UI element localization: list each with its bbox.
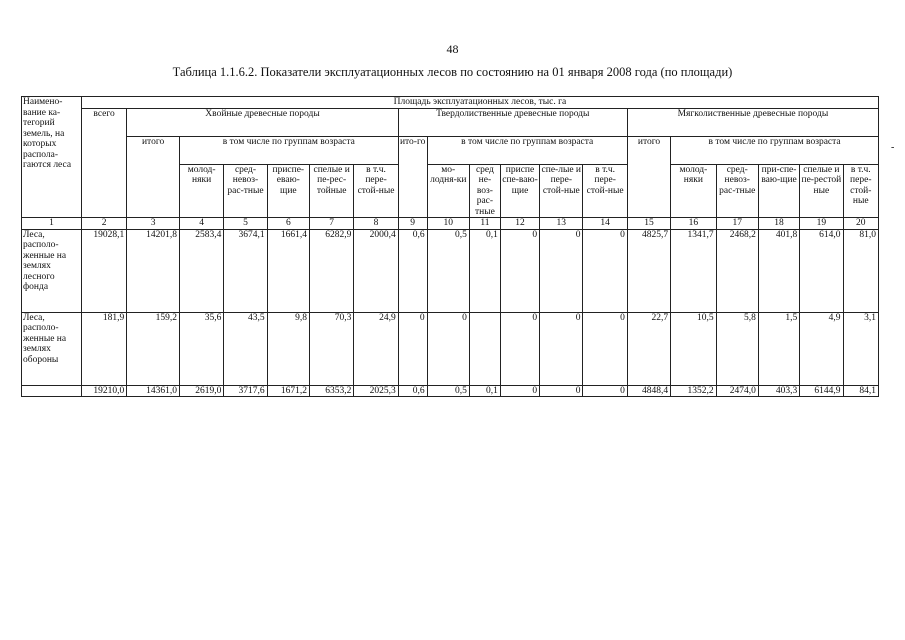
table-cell: 403,3 <box>758 385 799 397</box>
table-cell: 0,6 <box>398 385 427 397</box>
header-softwood-sub: при-спе-ваю-щие <box>758 164 799 218</box>
table-cell: 19210,0 <box>81 385 126 397</box>
column-number: 3 <box>127 218 180 230</box>
table-cell: 1341,7 <box>671 229 716 312</box>
header-conifer-group: Хвойные древесные породы <box>127 108 398 136</box>
table-cell: 0,5 <box>427 385 469 397</box>
header-conifer-age: в том числе по группам возраста <box>179 136 398 164</box>
table-cell: 19028,1 <box>81 229 126 312</box>
table-cell: 6282,9 <box>309 229 353 312</box>
table-cell: 0 <box>540 229 583 312</box>
header-hardwood-sub: спе-лые и пере-стой-ные <box>540 164 583 218</box>
table-title: Таблица 1.1.6.2. Показатели эксплуатационных лесов по состоянию на 01 января 2008 года (по площади) <box>172 65 733 79</box>
column-number: 8 <box>354 218 398 230</box>
header-conifer-itogo: итого <box>127 136 180 218</box>
forest-area-table <box>21 96 879 397</box>
row-label: Леса, располо-женные на землях обороны <box>22 312 82 385</box>
header-hardwood-itogo: ито-го <box>398 136 427 218</box>
table-cell: 0 <box>540 312 583 385</box>
table-cell: 2468,2 <box>716 229 758 312</box>
row-label: Леса, располо-женные на землях лесного фонда <box>22 229 82 312</box>
row-label <box>22 385 82 397</box>
header-hardwood-sub: приспе спе-ваю-щие <box>500 164 539 218</box>
table-cell: 0 <box>583 385 627 397</box>
margin-mark: - <box>891 142 895 153</box>
table-cell: 1352,2 <box>671 385 716 397</box>
table-cell: 614,0 <box>800 229 843 312</box>
column-number-row <box>22 218 879 230</box>
table-cell: 1671,2 <box>267 385 309 397</box>
table-cell: 22,7 <box>627 312 670 385</box>
table-cell: 70,3 <box>309 312 353 385</box>
table-cell: 0 <box>583 312 627 385</box>
column-number: 9 <box>398 218 427 230</box>
table-cell: 24,9 <box>354 312 398 385</box>
column-number: 20 <box>843 218 878 230</box>
table-cell: 0 <box>500 312 539 385</box>
table-cell: 159,2 <box>127 312 180 385</box>
column-number: 1 <box>22 218 82 230</box>
page-number: 48 <box>446 42 459 56</box>
table-cell: 6144,9 <box>800 385 843 397</box>
table-cell <box>469 312 500 385</box>
column-number: 16 <box>671 218 716 230</box>
column-number: 13 <box>540 218 583 230</box>
table-cell: 0 <box>398 312 427 385</box>
column-number: 6 <box>267 218 309 230</box>
table-cell: 0 <box>583 229 627 312</box>
table-cell: 4848,4 <box>627 385 670 397</box>
table-cell: 10,5 <box>671 312 716 385</box>
table-cell: 14201,8 <box>127 229 180 312</box>
header-hardwood-sub: мо-лодня-ки <box>427 164 469 218</box>
table-row-total <box>22 385 879 397</box>
table-cell: 401,8 <box>758 229 799 312</box>
table-cell: 0,5 <box>427 229 469 312</box>
column-number: 15 <box>627 218 670 230</box>
header-conifer-sub: в т.ч. пере-стой-ные <box>354 164 398 218</box>
header-softwood-sub: в т.ч. пере-стой-ные <box>843 164 878 218</box>
table-cell: 0 <box>500 229 539 312</box>
table-cell: 4,9 <box>800 312 843 385</box>
column-number: 2 <box>81 218 126 230</box>
column-number: 14 <box>583 218 627 230</box>
table-cell: 0,6 <box>398 229 427 312</box>
column-number: 19 <box>800 218 843 230</box>
header-conifer-sub: приспе-еваю-щие <box>267 164 309 218</box>
column-number: 7 <box>309 218 353 230</box>
table-row <box>22 312 879 385</box>
table-row <box>22 229 879 312</box>
table-cell: 0 <box>427 312 469 385</box>
table-cell: 0,1 <box>469 385 500 397</box>
header-hardwood-sub: в т.ч. пере-стой-ные <box>583 164 627 218</box>
table-cell: 2000,4 <box>354 229 398 312</box>
header-softwood-sub: молод-няки <box>671 164 716 218</box>
header-softwood-sub: сред-невоз-рас-тные <box>716 164 758 218</box>
table-cell: 0 <box>500 385 539 397</box>
header-conifer-sub: сред-невоз-рас-тные <box>224 164 267 218</box>
header-softwood-age: в том числе по группам возраста <box>671 136 879 164</box>
table-cell: 2025,3 <box>354 385 398 397</box>
header-conifer-sub: молод-няки <box>179 164 223 218</box>
table-cell: 3717,6 <box>224 385 267 397</box>
table-cell: 0,1 <box>469 229 500 312</box>
column-number: 10 <box>427 218 469 230</box>
table-cell: 84,1 <box>843 385 878 397</box>
header-area-group: Площадь эксплуатационных лесов, тыс. га <box>81 97 878 109</box>
table-cell: 181,9 <box>81 312 126 385</box>
header-total: всего <box>81 108 126 218</box>
column-number: 4 <box>179 218 223 230</box>
column-number: 18 <box>758 218 799 230</box>
header-hardwood-group: Твердолиственные древесные породы <box>398 108 627 136</box>
column-number: 17 <box>716 218 758 230</box>
table-cell: 6353,2 <box>309 385 353 397</box>
table-cell: 35,6 <box>179 312 223 385</box>
table-cell: 2619,0 <box>179 385 223 397</box>
header-name-cell: Наимено-вание ка-тегорий земель, на которых распола-гаются леса <box>22 97 82 218</box>
table-cell: 4825,7 <box>627 229 670 312</box>
table-cell: 0 <box>540 385 583 397</box>
table-cell: 9,8 <box>267 312 309 385</box>
table-cell: 1661,4 <box>267 229 309 312</box>
column-number: 11 <box>469 218 500 230</box>
header-conifer-sub: спелые и пе-рес-тойные <box>309 164 353 218</box>
table-cell: 3,1 <box>843 312 878 385</box>
table-cell: 81,0 <box>843 229 878 312</box>
table-cell: 2474,0 <box>716 385 758 397</box>
table-cell: 2583,4 <box>179 229 223 312</box>
table-cell: 5,8 <box>716 312 758 385</box>
table-cell: 1,5 <box>758 312 799 385</box>
table-cell: 14361,0 <box>127 385 180 397</box>
column-number: 5 <box>224 218 267 230</box>
header-hardwood-age: в том числе по группам возраста <box>427 136 627 164</box>
table-cell: 3674,1 <box>224 229 267 312</box>
column-number: 12 <box>500 218 539 230</box>
header-hardwood-sub: сред не-воз-рас-тные <box>469 164 500 218</box>
header-softwood-itogo: итого <box>627 136 670 218</box>
header-softwood-group: Мягколиственные древесные породы <box>627 108 878 136</box>
table-cell: 43,5 <box>224 312 267 385</box>
header-softwood-sub: спелые и пе-рестой ные <box>800 164 843 218</box>
